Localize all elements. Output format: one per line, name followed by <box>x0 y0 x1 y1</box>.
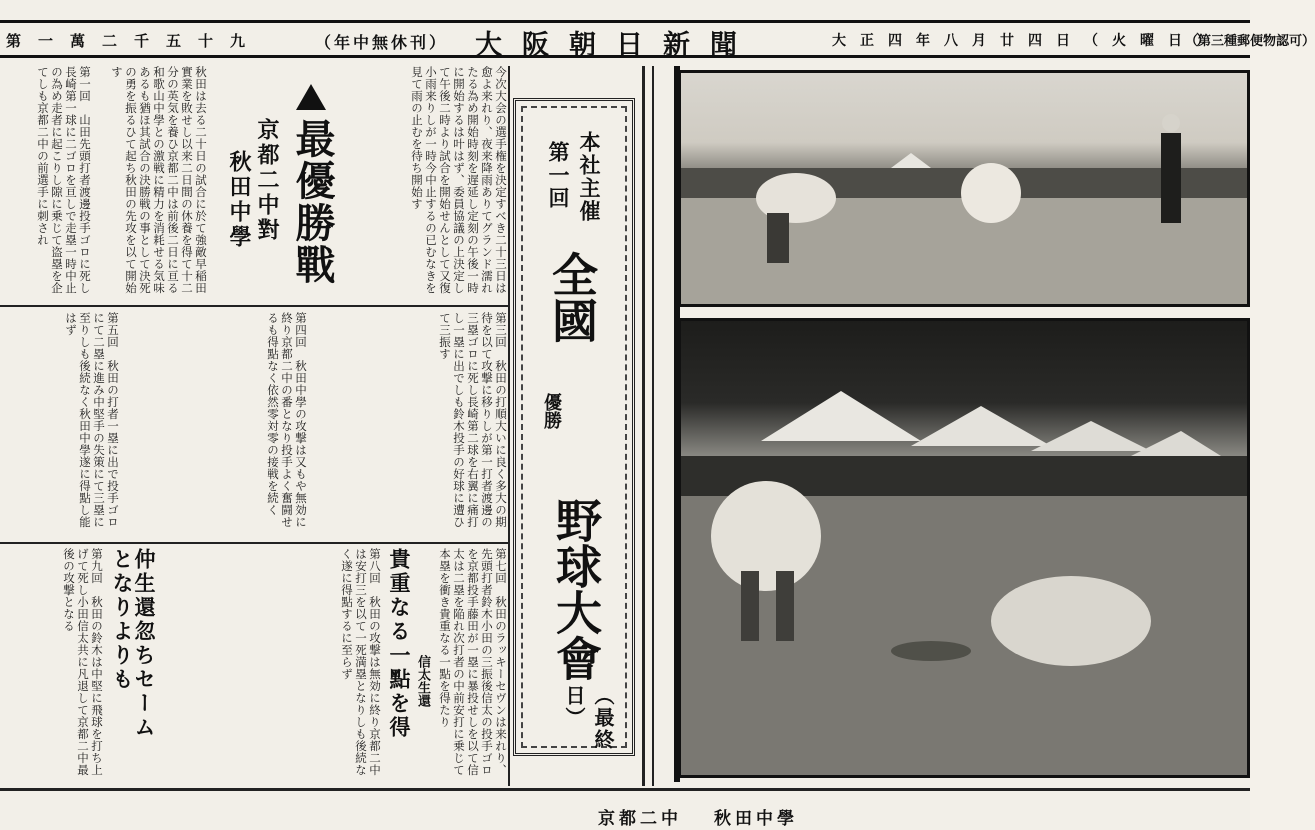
tent <box>1131 431 1221 456</box>
player-leg <box>767 213 789 263</box>
scoreboard-school-b: 京都二中 <box>598 809 682 829</box>
column-divider <box>508 66 510 786</box>
player-sliding <box>991 576 1151 666</box>
title-name-bottom: 野球大會 <box>549 497 603 681</box>
title-name-small: 優勝 <box>541 393 562 429</box>
article-column-h: 第八回 秋田の攻撃は無効に終り京都二中は安打三を以て一死満塁となりしも後続なく遂に得點するに至らず <box>340 548 382 776</box>
triangle-icon <box>296 84 326 110</box>
article-column-e: 第四回 秋田中學の攻撃は又もや無効に終り京都二中の番となり投手よく奮闘せるも得點なく依然零対零の接戦を続く <box>266 312 308 528</box>
article-column-d: 第三回 秋田の打順大いに良く多大の期待を以て攻撃に移りしが第一打者渡邊の三塁ゴロに死し長崎第二球を右翼に痛打し一塁に出でしも鈴木投手の好球に遭ひて三振す <box>438 312 508 528</box>
shadow <box>891 641 971 661</box>
page-number: 第一萬二千五十九 <box>6 32 263 50</box>
subhead-valuable-point: 貴重なる一點を得 <box>387 548 412 740</box>
photo-top-scene <box>681 73 1247 304</box>
column-divider <box>0 542 510 544</box>
article-column-c: 第一回 山田先頭打者渡邊投手ゴロに死し長崎第一球に二ゴロを亘しで走塁一時中止の為め走者に起こりし隙に乗じて盗塁を企てしも京都二中の前選手に刺され <box>36 66 92 294</box>
paper-title: 大阪朝日新聞 <box>475 30 757 61</box>
bottom-rule <box>0 788 1250 791</box>
title-final: （最終日） <box>562 685 615 751</box>
issue-date: 大正四年八月廿四日（火曜日） <box>832 33 1224 49</box>
headline-team: 秋田中學 <box>226 150 252 250</box>
article-column-g: 第七回 秋田のラッキーセヴンは来れり、先頭打者鈴木小田の三振後信太の投手ゴロを京都投手藤田が一塁に暴投せしを以て信太は二塁を陥れ次打者の中前安打に乗じて本塁を衝き貴重なる一點を得たり <box>438 548 508 776</box>
column-divider <box>0 305 510 307</box>
tent <box>761 391 921 441</box>
subhead-shinta-return: 信太生還 <box>415 655 430 707</box>
baseball-photo-bottom <box>678 318 1250 778</box>
tent <box>911 406 1051 446</box>
article-column-b: 秋田は去る二十日の試合に於て強敵早稲田實業を敗せし以来二日間の休養を得て十二分の英気を養ひ京都二中は前後二日に亘る和歌山中學との激戦に精力を消耗せる気味あるも猶ほ其試合の決勝戦の事として決死の勇を振るひて起ち秋田の先攻を以て開始す <box>110 66 208 294</box>
player-catcher <box>961 163 1021 223</box>
tent <box>1031 421 1151 451</box>
subhead-sendai-2: となりよりも <box>110 548 135 692</box>
column-divider <box>652 66 654 786</box>
edition-note: （年中無休刊） <box>315 33 449 52</box>
article-column-a: 今次大会の選手権を決定すべき二十三日は愈よ来れり、夜来降雨ありてグランド濡れたる為め開始時刻を遅延し定刻の午後一時に開始するは叶はず、委員協議の上決定して午後二時より試合を開始せんとして又復小雨来りしが一時今中止するの已むなきを見て雨の止むを待ち開始す <box>410 66 508 294</box>
article-column-f: 第五回 秋田の打者一塁に出で投手ゴロにて二塁に進み中堅手の失策にて三塁に至りしも後続なく秋田中學遂に得點し能はず <box>64 312 120 528</box>
subhead-sendai-1: 仲生還忽ちセーム <box>132 548 157 740</box>
headline-vs: 京都二中對 <box>254 118 280 243</box>
player-leg <box>776 571 794 641</box>
postal-note: （第三種郵便物認可） <box>1185 34 1315 49</box>
umpire <box>1161 133 1181 223</box>
scoreboard-school-a: 秋田中學 <box>714 809 798 829</box>
title-sponsor: 本社主催 <box>577 131 602 223</box>
article-column-i: 第九回 秋田の鈴木は中堅に飛球を打ち上げて死し小田信太共に凡退して京都二中最後の攻撃となる <box>62 548 104 776</box>
player-leg <box>741 571 759 641</box>
title-round: 第一回 <box>546 141 571 210</box>
tent <box>891 153 931 168</box>
umpire-head <box>1162 114 1180 132</box>
player-fielder <box>711 481 821 591</box>
tournament-title-panel <box>513 98 635 756</box>
column-divider <box>642 66 645 786</box>
photo-bottom-scene <box>681 321 1247 775</box>
baseball-photo-top <box>678 70 1250 307</box>
title-name-top: 全國 <box>545 251 599 343</box>
masthead <box>0 0 1315 62</box>
headline-main: 最優勝戰 <box>289 118 336 286</box>
